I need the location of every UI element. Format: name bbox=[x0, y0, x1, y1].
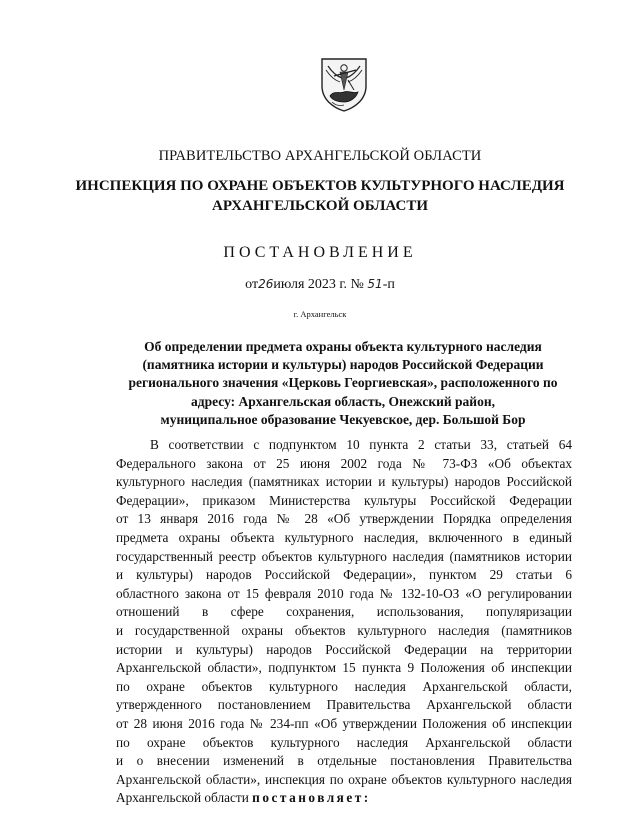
body-line: Федерального закона от 25 июня 2002 года № 73-ФЗ «Об объектах bbox=[116, 455, 572, 471]
coat-of-arms-icon bbox=[318, 56, 370, 112]
subject-line: адресу: Архангельская область, Онежский район, bbox=[191, 393, 495, 409]
body-line: государственный реестр объектов культурного наследия (памятников истории bbox=[116, 548, 572, 564]
body-line: утвержденного постановлением Правительства Архангельской области bbox=[116, 697, 572, 713]
body-line: отношений в сфере сохранения, использования, популяризации bbox=[116, 604, 572, 620]
date-prefix: от bbox=[245, 277, 259, 292]
body-line: от 28 июня 2016 года № 234-пп «Об утверждении Положения об инспекции bbox=[116, 715, 572, 731]
body-line: предмета охраны объекта культурного наследия, включенного в единый bbox=[116, 529, 572, 545]
body-line: от 13 января 2016 года № 28 «Об утверждении Порядка определения bbox=[116, 511, 572, 527]
body-line: областного закона от 15 февраля 2010 года № 132-10-ОЗ «О регулировании bbox=[116, 585, 572, 601]
date-and-number bbox=[0, 277, 640, 293]
body-line: и о внесении изменений в отдельные постановления Правительства bbox=[116, 753, 572, 769]
subject-line: регионального значения «Церковь Георгиевская», расположенного по bbox=[128, 375, 558, 391]
number-suffix: -п bbox=[382, 277, 395, 292]
subject-line: Об определении предмета охраны объекта культурного наследия bbox=[144, 339, 542, 354]
body-line: Архангельской области», подпунктом 15 пункта 9 Положения об инспекции bbox=[116, 660, 572, 676]
handwritten-day: 26 bbox=[258, 277, 274, 291]
body-line: по охране объектов культурного наследия Архангельской области bbox=[116, 734, 572, 750]
government-name: ПРАВИТЕЛЬСТВО АРХАНГЕЛЬСКОЙ ОБЛАСТИ bbox=[158, 148, 482, 164]
body-line: В соответствии с подпунктом 10 пункта 2 статьи 33, статьей 64 bbox=[150, 437, 572, 452]
decree-body bbox=[116, 436, 572, 808]
subject-line: муниципальное образование Чекуевское, дер. Большой Бор bbox=[160, 411, 526, 427]
body-line: по охране объектов культурного наследия Архангельской области, bbox=[116, 678, 572, 694]
authority-line-1: ИНСПЕКЦИЯ ПО ОХРАНЕ ОБЪЕКТОВ КУЛЬТУРНОГО НАСЛЕДИЯ bbox=[75, 178, 565, 194]
body-line: и культуры) народов Российской Федерации», пунктом 29 статьи 6 bbox=[116, 567, 572, 583]
closing-prefix: Архангельской области bbox=[116, 790, 253, 806]
resolves-word: постановляет: bbox=[252, 790, 371, 806]
subject-line: (памятника истории и культуры) народов Российской Федерации bbox=[142, 357, 544, 373]
city-of-issue: г. Архангельск bbox=[293, 309, 347, 319]
document-type-title: ПОСТАНОВЛЕНИЕ bbox=[223, 244, 417, 261]
date-rest: июля 2023 г. № bbox=[273, 277, 364, 292]
decree-subject bbox=[118, 338, 568, 429]
body-line: и государственной охраны объектов культурного наследия (памятников bbox=[116, 622, 572, 638]
handwritten-number: 51 bbox=[367, 277, 383, 291]
body-line: истории и культуры) народов Российской Федерации на территории bbox=[116, 641, 572, 657]
body-line: культурного наследия (памятниках истории и культуры) народов Российской bbox=[116, 474, 572, 490]
authority-line-2: АРХАНГЕЛЬСКОЙ ОБЛАСТИ bbox=[212, 198, 428, 214]
body-closing-line bbox=[116, 789, 572, 808]
issuing-authority bbox=[0, 176, 640, 216]
body-line: Федерации», приказом Министерства культуры Российской Федерации bbox=[116, 492, 572, 508]
body-line: Архангельской области», инспекция по охране объектов культурного наследия bbox=[116, 771, 572, 787]
